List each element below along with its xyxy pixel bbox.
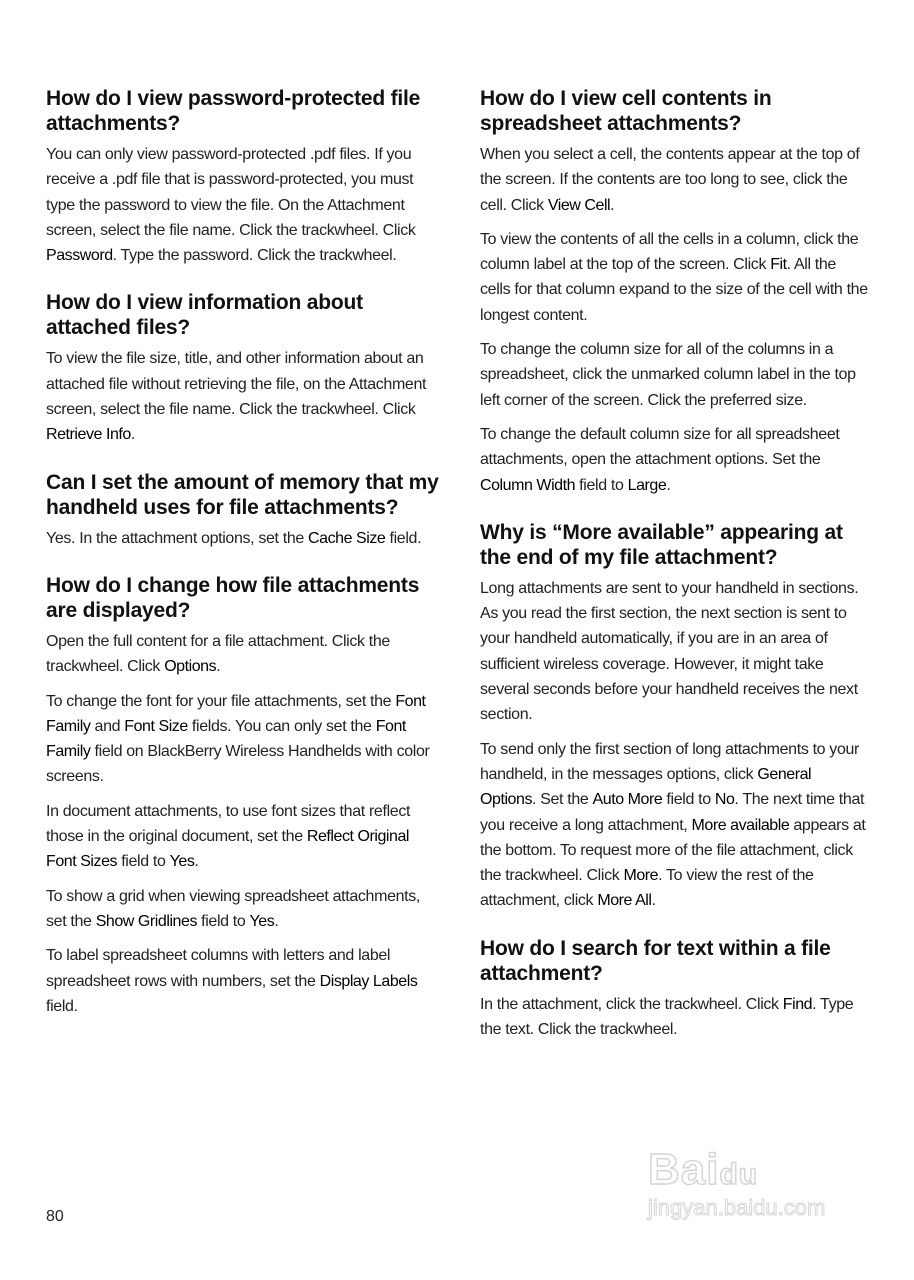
left-column — [46, 86, 441, 1041]
section-heading: How do I search for text within a file attachment? — [480, 936, 831, 985]
text-run: Long attachments are sent to your handheld in sections. As you read the first section, the next section is sent to your handheld automatically, if you are in an area of sufficient wireless coverage. However, it might take several seconds before your handheld receives the next section. — [480, 579, 859, 724]
ui-term: View Cell — [547, 196, 611, 214]
text-run: fields. You can only set the — [187, 717, 376, 735]
faq-section — [46, 290, 441, 447]
body-paragraph — [46, 346, 441, 447]
body-paragraph — [480, 422, 870, 498]
section-heading: How do I change how file attachments are displayed? — [46, 573, 420, 622]
text-run: . Type the password. Click the trackwheel. — [112, 247, 397, 265]
text-run: To change the font for your file attachments, set the — [46, 692, 396, 710]
faq-section — [480, 936, 870, 1043]
ui-term: Password — [46, 247, 113, 265]
text-run: and — [90, 717, 125, 735]
body-paragraph — [46, 142, 441, 268]
section-heading: How do I view information about attached files? — [46, 291, 363, 340]
text-run: . To view the rest of the attachment, click — [480, 867, 814, 910]
ui-term: Large — [627, 476, 667, 494]
ui-term: Font Size — [124, 717, 188, 735]
ui-term: More — [623, 867, 659, 885]
text-run: You can only view password-protected .pdf files. If you receive a .pdf file that is password-protected, you must type the password to view the file. On the Attachment screen, select the file name. Click the trackwheel. Click — [46, 146, 416, 239]
ui-term: Fit — [770, 256, 787, 274]
section-heading: How do I view password-protected file attachments? — [46, 87, 421, 135]
ui-term: Find — [782, 995, 813, 1013]
ui-term: Yes — [249, 912, 275, 930]
section-heading: Why is “More available” appearing at the end of my file attachment? — [480, 520, 843, 569]
body-paragraph — [46, 799, 441, 875]
text-run: To view the file size, title, and other information about an attached file without retrieving the file, on the Attachment screen, select the file name. Click the trackwheel. Click — [46, 350, 427, 419]
ui-term: Yes — [169, 853, 195, 871]
text-run: . — [274, 912, 279, 930]
text-run: field. — [46, 997, 78, 1015]
faq-section — [46, 573, 441, 1019]
body-paragraph — [46, 689, 441, 790]
text-run: Open the full content for a file attachment. Click the trackwheel. Click — [46, 632, 390, 676]
text-run: field. — [385, 529, 422, 547]
text-run: . — [651, 892, 656, 910]
right-column — [480, 86, 870, 1064]
ui-term: Auto More — [592, 791, 663, 809]
ui-term: Retrieve Info — [46, 426, 131, 444]
body-paragraph — [480, 737, 870, 914]
faq-section — [480, 86, 870, 498]
body-paragraph — [46, 943, 441, 1019]
text-run: To view the contents of all the cells in a column, click the column label at the top of the screen. Click — [480, 230, 859, 274]
body-paragraph — [46, 526, 441, 551]
text-run: To send only the first section of long attachments to your handheld, in the messages options, click — [480, 740, 860, 783]
page-number: 80 — [46, 1208, 64, 1225]
faq-section — [46, 86, 441, 268]
text-run: . Set the — [532, 791, 593, 809]
watermark-url-text: jingyan.baidu.com — [648, 1195, 826, 1220]
watermark-logo-text: Baidu — [648, 1145, 759, 1194]
text-run: To show a grid when viewing spreadsheet attachments, set the — [46, 887, 421, 930]
text-run: . — [194, 853, 199, 871]
body-paragraph — [46, 884, 441, 935]
ui-term: Cache Size — [308, 529, 386, 547]
ui-term: Show Gridlines — [95, 912, 197, 930]
text-run: Yes. In the attachment options, set the — [46, 529, 309, 547]
text-run: . — [610, 196, 615, 214]
faq-section — [46, 470, 441, 551]
body-paragraph — [480, 337, 870, 413]
baidu-watermark-logo — [648, 1145, 868, 1255]
ui-term: More available — [691, 816, 790, 834]
body-paragraph — [480, 992, 870, 1043]
ui-term: Reflect Original Font Sizes — [46, 828, 410, 871]
text-run: field to — [662, 791, 715, 809]
ui-term: General Options — [480, 765, 812, 809]
text-run: field on BlackBerry Wireless Handhelds with color screens. — [46, 743, 430, 786]
section-heading: Can I set the amount of memory that my handheld uses for file attachments? — [46, 470, 439, 519]
ui-term: Options — [164, 658, 217, 676]
ui-term: Font Family — [46, 717, 406, 761]
text-run: . All the cells for that column expand to the size of the cell with the longest content. — [480, 256, 868, 324]
text-run: appears at the bottom. To request more of the file attachment, click the trackwheel. Click — [480, 816, 866, 885]
text-run: . — [216, 658, 221, 676]
ui-term: No — [714, 791, 735, 809]
ui-term: Column Width — [480, 476, 576, 494]
text-run: field to — [575, 476, 628, 494]
body-paragraph — [46, 629, 441, 680]
text-run: field to — [197, 912, 250, 930]
section-heading: How do I view cell contents in spreadsheet attachments? — [480, 87, 772, 135]
text-run: To change the default column size for all spreadsheet attachments, open the attachment options. Set the — [480, 425, 840, 469]
ui-term: More All — [597, 892, 652, 910]
text-run: . Type the text. Click the trackwheel. — [480, 995, 854, 1039]
text-run: When you select a cell, the contents appear at the top of the screen. If the contents are too long to see, click the cell. Click — [480, 146, 860, 214]
text-run: . The next time that you receive a long attachment, — [480, 791, 865, 834]
body-paragraph — [480, 227, 870, 328]
body-paragraph — [480, 142, 870, 218]
text-run: . — [130, 426, 135, 444]
ui-term: Display Labels — [319, 972, 418, 990]
text-run: In the attachment, click the trackwheel. Click — [480, 995, 783, 1013]
body-paragraph — [480, 576, 870, 728]
faq-section — [480, 520, 870, 914]
text-run: . — [666, 476, 671, 494]
text-run: To label spreadsheet columns with letters and label spreadsheet rows with numbers, set the — [46, 947, 391, 990]
text-run: To change the column size for all of the columns in a spreadsheet, click the unmarked column label in the top left corner of the screen. Click the preferred size. — [480, 341, 856, 409]
ui-term: Font Family — [46, 692, 426, 735]
text-run: field to — [117, 853, 170, 871]
text-run: In document attachments, to use font sizes that reflect those in the original document, set the — [46, 802, 411, 846]
